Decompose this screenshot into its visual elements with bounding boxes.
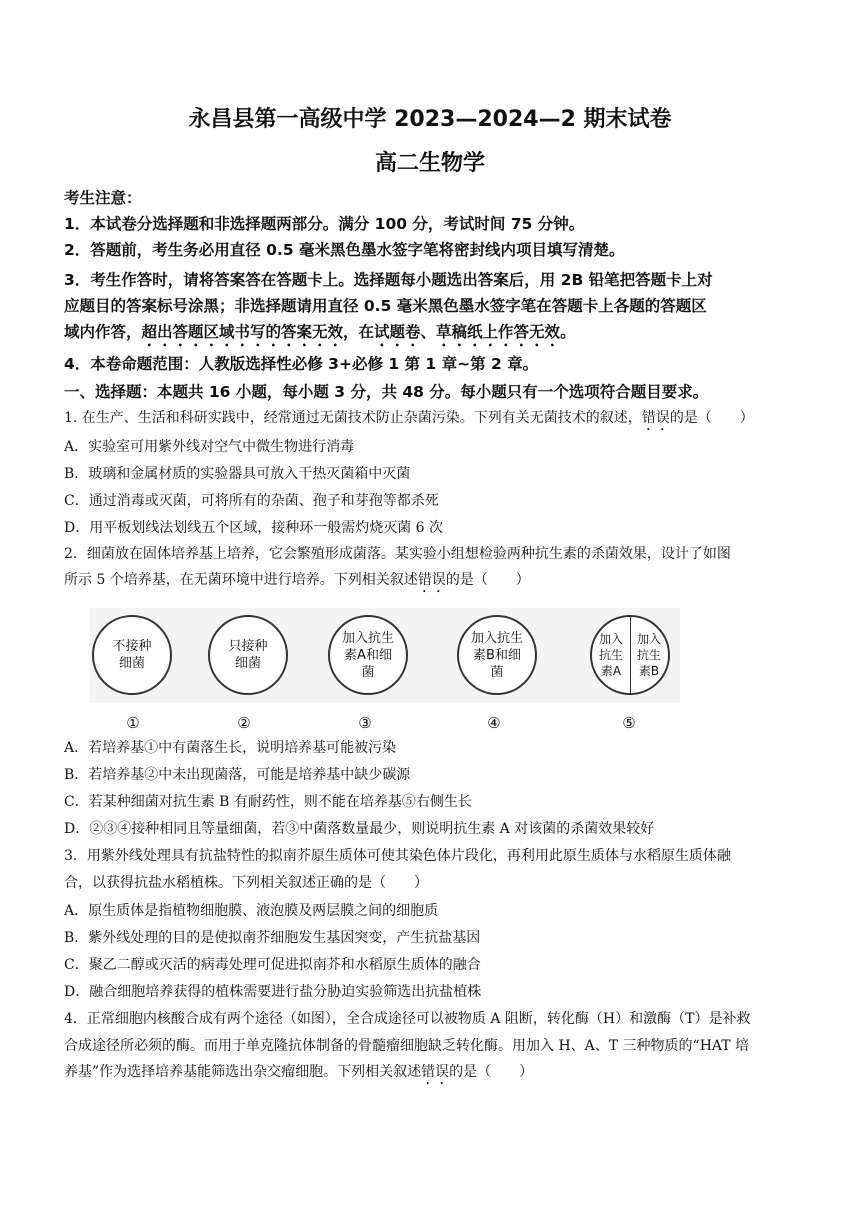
question-3-option-d: D．融合细胞培养获得的植株需要进行盐分胁迫实验筛选出抗盐植株 — [64, 984, 482, 1000]
question-2-option-c: C．若某种细菌对抗生素 B 有耐药性，则不能在培养基⑤右侧生长 — [64, 794, 472, 810]
dish-label: 加入抗生素B — [636, 632, 661, 678]
dish-left-half — [592, 617, 631, 693]
question-text: 的是（ ） — [669, 410, 754, 426]
question-1-option-a: A．实验室可用紫外线对空气中微生物进行消毒 — [64, 439, 355, 455]
question-3-stem-line-2: 合，以获得抗盐水稻植株。下列相关叙述正确的是（ ） — [64, 875, 428, 891]
dish-number-3: ③ — [358, 714, 372, 732]
notice-text: ，在 — [343, 323, 375, 341]
question-4-stem-line-2: 合成途径所必须的酶。而用于单克隆抗体制备的骨髓瘤细胞缺乏转化酶。用加入 H、A、T 三种物质的“HAT 培 — [64, 1038, 750, 1054]
exam-title: 永昌县第一高级中学 2023—2024—2 期末试卷 — [188, 107, 672, 132]
dish-right-half — [630, 617, 668, 693]
exam-subject: 高二生物学 — [374, 151, 485, 176]
petri-dish-3 — [328, 615, 408, 695]
question-2-option-b: B．若培养基②中未出现菌落，可能是培养基中缺少碳源 — [64, 767, 411, 783]
question-text: 的是（ ） — [445, 572, 530, 588]
petri-dish-5 — [590, 615, 670, 695]
notice-item-4: 4．本卷命题范围：人教版选择性必修 3+必修 1 第 1 章~第 2 章。 — [64, 355, 539, 373]
notice-text: 域内作答， — [64, 323, 142, 341]
question-3-option-c: C．聚乙二醇或灭活的病毒处理可促进拟南芥和水稻原生质体的融合 — [64, 957, 481, 973]
dish-label: 只接种细菌 — [228, 639, 268, 671]
question-2-stem-line-2 — [64, 570, 804, 596]
question-2-option-a: A．若培养基①中有菌落生长，说明培养基可能被污染 — [64, 740, 397, 756]
question-1-option-d: D．用平板划线法划线五个区域，接种环一般需灼烧灭菌 6 次 — [64, 520, 444, 536]
emphasis-text: 超出答题区域书写的答案无效 — [141, 323, 344, 341]
dish-number-1: ① — [126, 714, 140, 732]
question-2-option-d: D．②③④接种相同且等量细菌，若③中菌落数量最少，则说明抗生素 A 对该菌的杀菌效果较好 — [64, 821, 655, 837]
question-3-option-b: B．紫外线处理的目的是使拟南芥细胞发生基因突变，产生抗盐基因 — [64, 930, 481, 946]
dish-label: 加入抗生素A和细菌 — [341, 630, 394, 680]
petri-dish-2 — [208, 615, 288, 695]
notice-item-3-line-1: 3．考生作答时，请将答案答在答题卡上。选择题每小题选出答案后，用 2B 铅笔把答题卡上对 — [64, 271, 713, 289]
notice-item-1: 1．本试卷分选择题和非选择题两部分。满分 100 分，考试时间 75 分钟。 — [64, 215, 585, 233]
emphasis-text: 错误 — [421, 1064, 450, 1080]
dish-label: 加入抗生素A — [598, 632, 623, 678]
question-3-stem-line-1: 3．用紫外线处理具有抗盐特性的拟南芥原生质体可使其染色体片段化，再利用此原生质体与水稻原生质体融 — [64, 848, 731, 864]
question-1-option-c: C．通过消毒或灭菌，可将所有的杂菌、孢子和芽孢等都杀死 — [64, 493, 439, 509]
notice-item-3-line-2: 应题目的答案标号涂黑；非选择题请用直径 0.5 毫米黑色墨水签字笔在答题卡上各题的答题区 — [64, 297, 707, 315]
question-1-option-b: B．玻璃和金属材质的实验器具可放入干热灭菌箱中灭菌 — [64, 466, 411, 482]
question-text: 所示 5 个培养基，在无菌环境中进行培养。下列相关叙述 — [64, 572, 418, 588]
petri-dish-4 — [457, 615, 537, 695]
question-1-stem — [64, 408, 804, 434]
dish-label: 加入抗生素B和细菌 — [470, 630, 523, 680]
section-heading: 一、选择题：本题共 16 小题，每小题 3 分，共 48 分。每小题只有一个选项符合题目要求。 — [64, 383, 709, 401]
dish-number-2: ② — [237, 714, 251, 732]
notice-item-3-line-3 — [64, 322, 804, 350]
emphasis-text: 错误 — [641, 410, 670, 426]
notice-heading: 考生注意： — [64, 189, 142, 207]
dish-label: 不接种细菌 — [112, 639, 152, 671]
petri-dish-figure — [90, 608, 680, 703]
notice-item-2: 2．答题前，考生务必用直径 0.5 毫米黑色墨水签字笔将密封线内项目填写清楚。 — [64, 241, 625, 259]
question-4-stem-line-1: 4．正常细胞内核酸合成有两个途径（如图），全合成途径可以被物质 A 阻断，转化酶（H）和激酶（T）是补救 — [64, 1011, 751, 1027]
question-2-stem-line-1: 2．细菌放在固体培养基上培养，它会繁殖形成菌落。某实验小组想检验两种抗生素的杀菌效果，设计了如图 — [64, 546, 731, 562]
question-text: 养基”作为选择培养基能筛选出杂交瘤细胞。下列相关叙述 — [64, 1064, 422, 1080]
question-text: 的是（ ） — [449, 1064, 534, 1080]
notice-text: 。 — [560, 323, 576, 341]
dish-number-4: ④ — [487, 714, 501, 732]
emphasis-text: 错误 — [417, 572, 446, 588]
emphasis-text: 试题卷、草稿纸上作答无效 — [374, 323, 561, 341]
question-text: 1. 在生产、生活和科研实践中，经常通过无菌技术防止杂菌污染。下列有关无菌技术的叙述， — [64, 410, 642, 426]
petri-dish-1 — [92, 615, 172, 695]
dish-number-5: ⑤ — [622, 714, 636, 732]
question-4-stem-line-3 — [64, 1062, 804, 1088]
question-3-option-a: A．原生质体是指植物细胞膜、液泡膜及两层膜之间的细胞质 — [64, 903, 439, 919]
